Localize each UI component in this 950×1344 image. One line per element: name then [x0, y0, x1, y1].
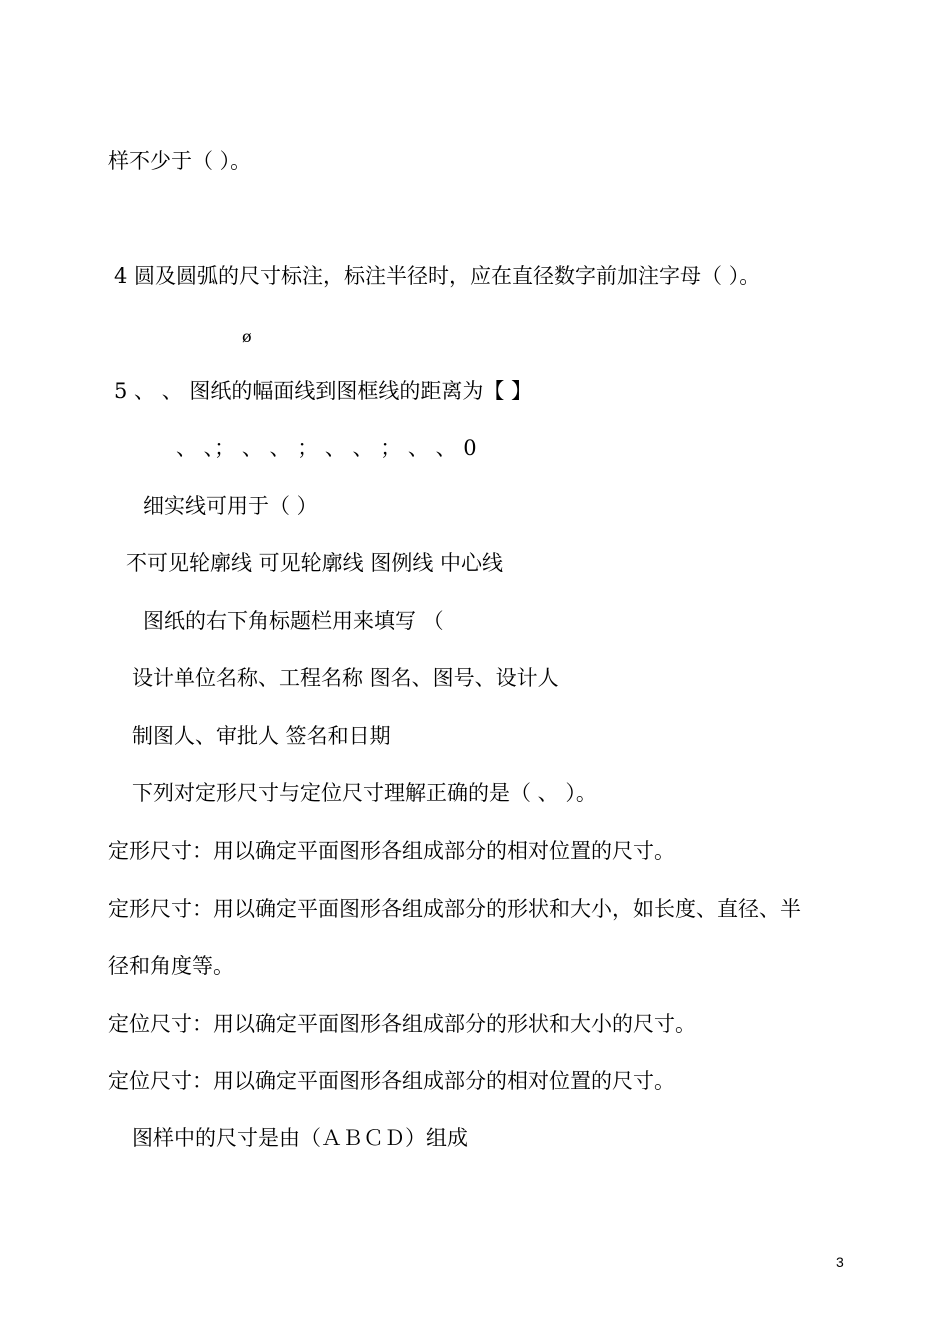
options-line: 制图人、审批人 签名和日期: [132, 724, 391, 748]
option-line-continued: 径和角度等。: [108, 954, 234, 978]
question-dimension-composition: 图样中的尺寸是由（ＡＢＣＤ）组成: [132, 1126, 468, 1150]
text-line: 样不少于（ ）。: [108, 149, 252, 173]
options-line: 设计单位名称、工程名称 图名、图号、设计人: [132, 666, 559, 690]
option-line: 定形尺寸：用以确定平面图形各组成部分的相对位置的尺寸。: [108, 839, 675, 863]
options-line: 不可见轮廓线 可见轮廓线 图例线 中心线: [126, 551, 504, 575]
options-line: 、 、； 、 、 ； 、 、 ； 、 、 0: [176, 436, 477, 460]
page-number: 3: [836, 1254, 844, 1270]
question-title-block: 图纸的右下角标题栏用来填写 （: [143, 609, 444, 633]
option-line: 定位尺寸：用以确定平面图形各组成部分的相对位置的尺寸。: [108, 1069, 675, 1093]
question-4: 4 圆及圆弧的尺寸标注，标注半径时，应在直径数字前加注字母（ ）。: [114, 264, 761, 288]
option-line: 定形尺寸：用以确定平面图形各组成部分的形状和大小，如长度、直径、半: [108, 897, 801, 921]
diameter-symbol: ø: [242, 327, 252, 346]
question-thin-line: 细实线可用于（ ）: [143, 494, 318, 518]
question-dimensions: 下列对定形尺寸与定位尺寸理解正确的是（ 、 ）。: [132, 781, 597, 805]
option-line: 定位尺寸：用以确定平面图形各组成部分的形状和大小的尺寸。: [108, 1012, 696, 1036]
question-5: 5 、 、 图纸的幅面线到图框线的距离为【 】: [114, 379, 533, 403]
